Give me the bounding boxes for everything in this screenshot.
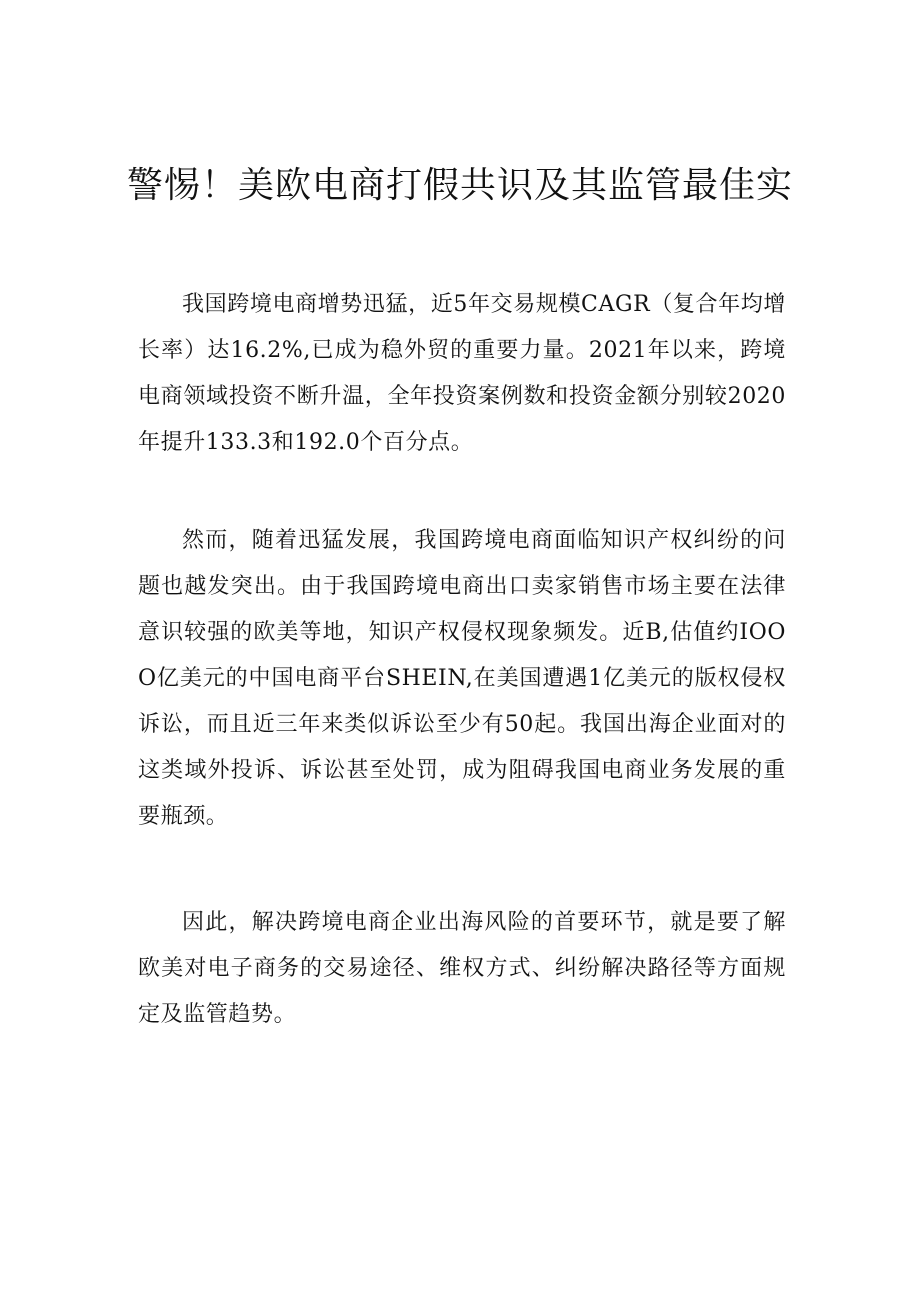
paragraph-growth: 我国跨境电商增势迅猛，近5年交易规模CAGR（复合年均增长率）达16.2%,已成为稳外贸的重要力量。2021年以来，跨境电商领域投资不断升温，全年投资案例数和投资金额分别较2020年提升133.3和192.0个百分点。	[138, 292, 786, 455]
document-title: 警惕！美欧电商打假共识及其监管最佳实	[126, 165, 793, 206]
paragraph-ip-disputes: 然而，随着迅猛发展，我国跨境电商面临知识产权纠纷的问题也越发突出。由于我国跨境电商出口卖家销售市场主要在法律意识较强的欧美等地，知识产权侵权现象频发。近B,估值约IOOO亿美元的中国电商平台SHEIN,在美国遭遇1亿美元的版权侵权诉讼，而且近三年来类似诉讼至少有50起。我国出海企业面对的这类域外投诉、诉讼甚至处罚，成为阻碍我国电商业务发展的重要瓶颈。	[138, 528, 786, 829]
paragraph-conclusion: 因此，解决跨境电商企业出海风险的首要环节，就是要了解欧美对电子商务的交易途径、维权方式、纠纷解决路径等方面规定及监管趋势。	[138, 910, 786, 1027]
